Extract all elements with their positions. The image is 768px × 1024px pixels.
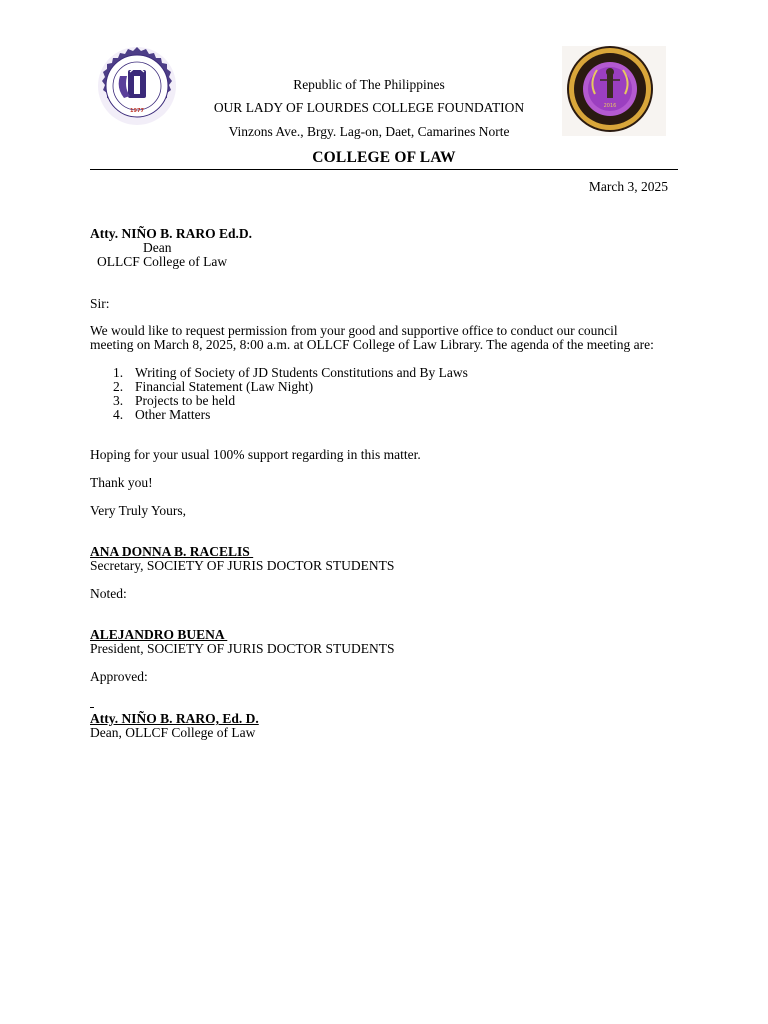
president-role: President, SOCIETY OF JURIS DOCTOR STUDENTS: [90, 641, 395, 656]
header-divider: [90, 169, 678, 170]
agenda-text: Other Matters: [135, 407, 211, 422]
dean-role: Dean, OLLCF College of Law: [90, 725, 256, 740]
addressee-name: Atty. NIÑO B. RARO Ed.D.: [90, 226, 253, 241]
thank-you: Thank you!: [90, 475, 153, 490]
republic-line: Republic of The Philippines: [293, 77, 445, 92]
agenda-text: Projects to be held: [135, 393, 236, 408]
addressee-office: OLLCF College of Law: [97, 254, 228, 269]
dean-name: Atty. NIÑO B. RARO, Ed. D.: [90, 711, 259, 726]
body-line-1: We would like to request permission from your good and supportive office to conduct our council: [90, 323, 618, 338]
agenda-text: Financial Statement (Law Night): [135, 379, 314, 394]
president-name: ALEJANDRO BUENA: [90, 627, 228, 642]
institution-name: OUR LADY OF LOURDES COLLEGE FOUNDATION: [213, 100, 525, 115]
support-request: Hoping for your usual 100% support regarding in this matter.: [90, 447, 421, 462]
letter-date: March 3, 2025: [588, 179, 668, 194]
agenda-text: Writing of Society of JD Students Constitutions and By Laws: [135, 365, 468, 380]
agenda-number: 1.: [113, 365, 124, 380]
svg-text:1977: 1977: [130, 108, 144, 114]
agenda-list: [90, 366, 468, 422]
svg-text:2016: 2016: [603, 103, 617, 109]
agenda-item: [90, 408, 468, 422]
secretary-name: ANA DONNA B. RACELIS: [90, 544, 254, 559]
body-line-2: meeting on March 8, 2025, 8:00 a.m. at OLLCF College of Law Library. The agenda of the meeting are:: [90, 337, 654, 352]
institution-address: Vinzons Ave., Brgy. Lag-on, Daet, Camarines Norte: [228, 124, 510, 139]
agenda-number: 4.: [113, 407, 124, 422]
noted-label: Noted:: [90, 586, 127, 601]
college-title: COLLEGE OF LAW: [312, 149, 456, 166]
signature-line-mark: [90, 707, 94, 708]
salutation: Sir:: [90, 296, 110, 311]
agenda-number: 3.: [113, 393, 124, 408]
addressee-title: Dean: [143, 240, 172, 255]
agenda-item: [90, 380, 468, 394]
approved-label: Approved:: [90, 669, 148, 684]
secretary-role: Secretary, SOCIETY OF JURIS DOCTOR STUDENTS: [90, 558, 395, 573]
complimentary-close: Very Truly Yours,: [90, 503, 187, 518]
agenda-number: 2.: [113, 379, 124, 394]
agenda-item: [90, 394, 468, 408]
agenda-item: [90, 366, 468, 380]
